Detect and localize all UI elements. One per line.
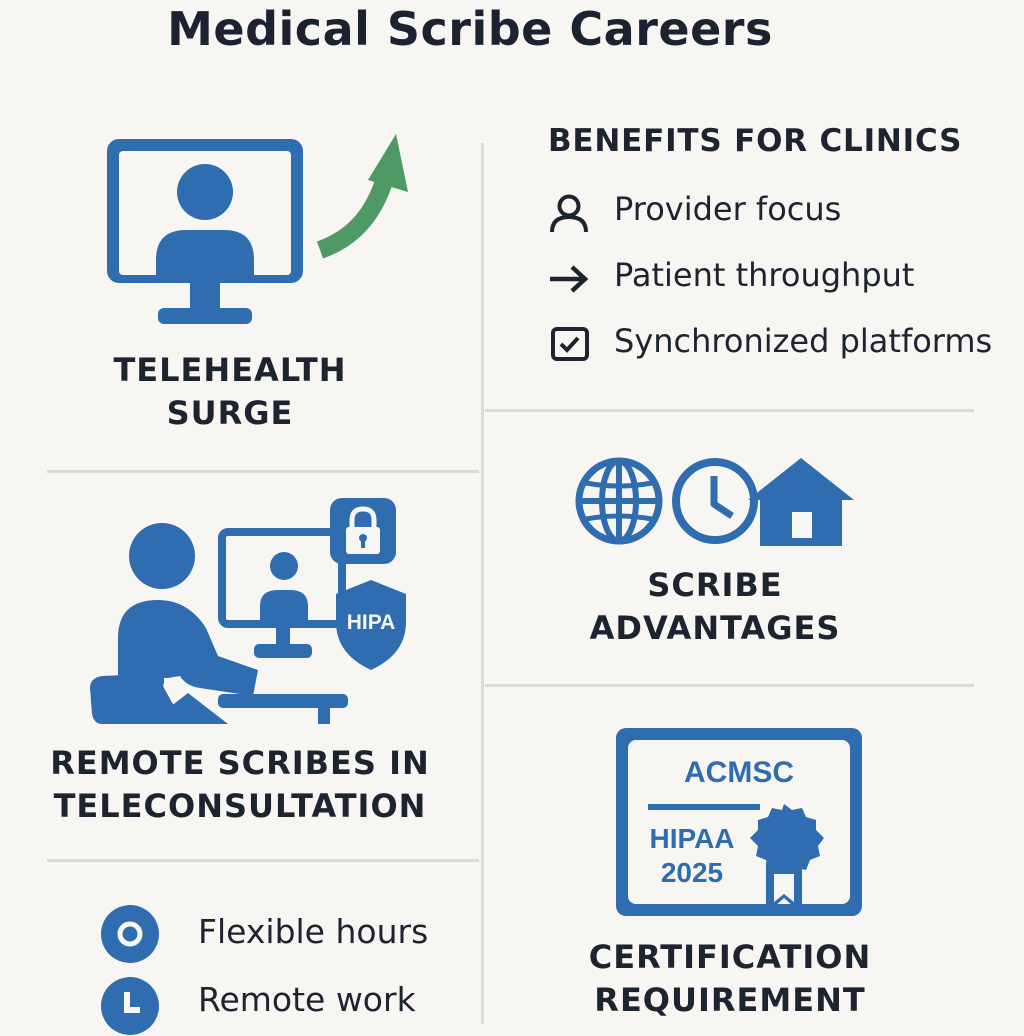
benefit-item xyxy=(548,256,1018,300)
benefit-item xyxy=(548,190,1018,234)
certificate-line1: HIPAA xyxy=(649,823,735,854)
remote-caption-line1: REMOTE SCRIBES IN xyxy=(50,744,430,782)
advantages-caption-line1: SCRIBE xyxy=(647,566,783,604)
telehealth-caption-line2: SURGE xyxy=(166,394,294,432)
remote-caption-line2: TELECONSULTATION xyxy=(53,787,427,825)
telehealth-section xyxy=(0,120,480,460)
center-divider xyxy=(481,143,484,1024)
certification-caption-line2: REQUIREMENT xyxy=(594,981,866,1019)
certification-caption-line1: CERTIFICATION xyxy=(588,938,872,976)
divider-right-top xyxy=(485,409,974,412)
disc-icon xyxy=(100,904,160,964)
arrow-right-icon xyxy=(548,264,590,294)
home-icon xyxy=(746,456,856,548)
lock-icon xyxy=(328,496,398,566)
remote-scribes-section xyxy=(0,480,480,850)
divider-right-bottom xyxy=(485,684,974,687)
globe-icon xyxy=(574,456,664,546)
user-icon xyxy=(548,194,590,234)
shield-icon xyxy=(334,578,408,672)
checkbox-icon xyxy=(550,326,590,364)
shield-text: HIPA xyxy=(346,611,396,634)
advantages-section xyxy=(490,420,1024,675)
benefit-label: Synchronized platforms xyxy=(614,322,993,360)
benefits-section xyxy=(490,120,1024,400)
perks-section xyxy=(0,880,480,1024)
perk-label: Flexible hours xyxy=(198,912,429,951)
certification-section xyxy=(490,700,1024,1024)
divider-left-bottom xyxy=(47,859,479,862)
monitor-user-icon xyxy=(100,132,310,328)
divider-left-top xyxy=(47,470,479,473)
trend-arrow-icon xyxy=(318,130,413,266)
benefit-label: Provider focus xyxy=(614,190,842,228)
perk-label: Remote work xyxy=(198,980,416,1019)
perk-item xyxy=(100,976,470,1036)
advantages-caption-line2: ADVANTAGES xyxy=(589,609,841,647)
perk-item xyxy=(100,904,470,964)
clock-icon xyxy=(100,976,160,1036)
benefits-heading: BENEFITS FOR CLINICS xyxy=(548,123,963,159)
page-title: Medical Scribe Careers xyxy=(167,2,773,56)
telehealth-caption-line1: TELEHEALTH xyxy=(113,351,347,389)
certificate-org: ACMSC xyxy=(684,756,794,789)
award-ribbon-icon xyxy=(742,802,826,918)
certificate-line2: 2025 xyxy=(660,857,724,888)
benefit-item xyxy=(548,322,1024,366)
benefit-label: Patient throughput xyxy=(614,256,915,294)
